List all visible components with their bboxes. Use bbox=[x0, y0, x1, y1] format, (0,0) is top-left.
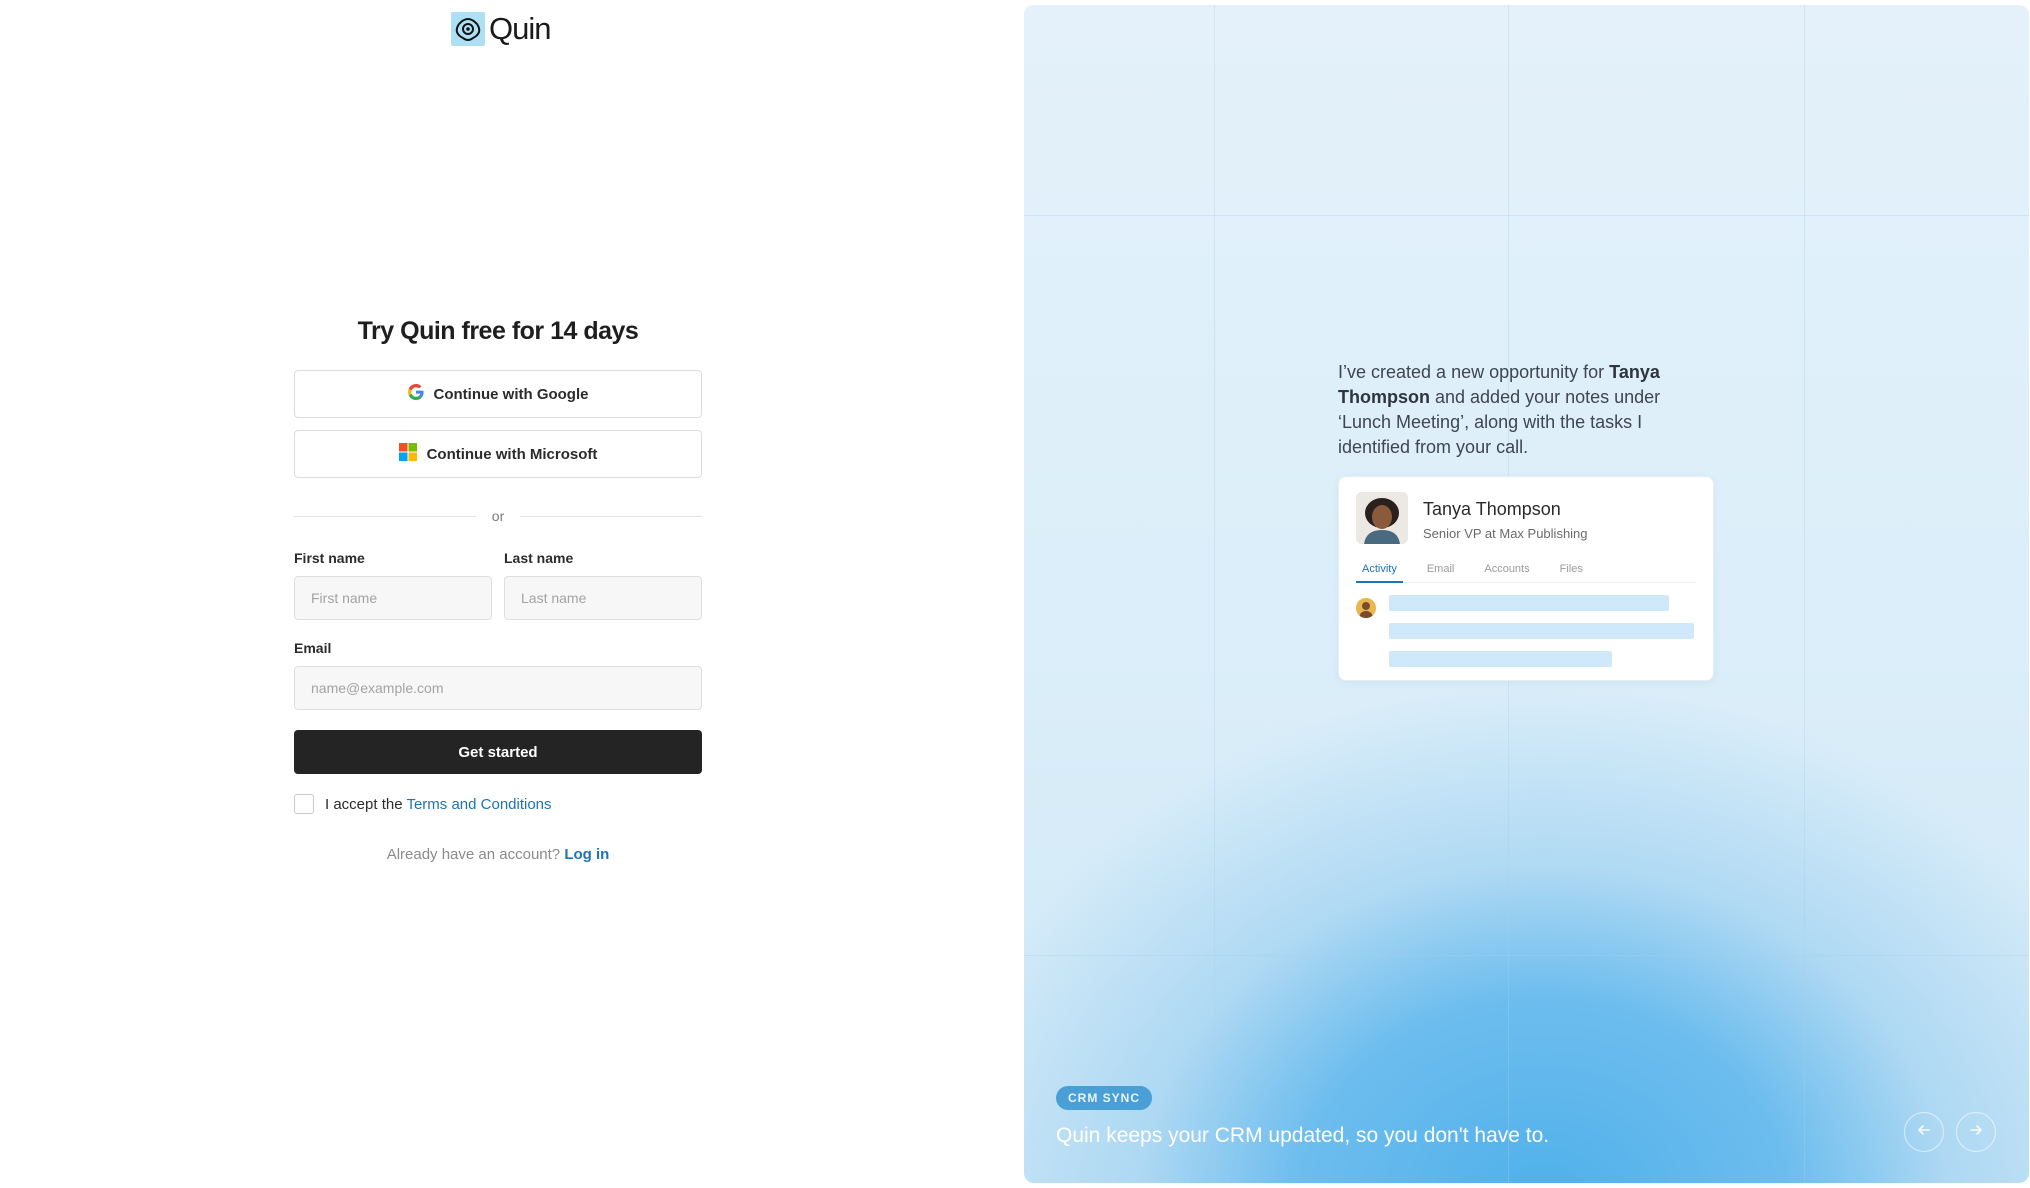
feature-badge: CRM SYNC bbox=[1056, 1086, 1152, 1110]
first-name-label: First name bbox=[294, 550, 365, 566]
tab-accounts[interactable]: Accounts bbox=[1484, 563, 1530, 575]
previous-slide-button[interactable] bbox=[1904, 1112, 1944, 1152]
last-name-label: Last name bbox=[504, 550, 574, 566]
email-group bbox=[294, 640, 702, 710]
activity-avatar bbox=[1356, 598, 1376, 618]
login-link[interactable]: Log in bbox=[564, 846, 610, 863]
tab-email[interactable]: Email bbox=[1426, 563, 1455, 575]
brand-name: Quin bbox=[489, 11, 551, 46]
tab-files[interactable]: Files bbox=[1559, 563, 1583, 575]
message-text-1: I’ve created a new opportunity for bbox=[1338, 362, 1610, 382]
showcase-panel bbox=[1024, 5, 2029, 1183]
google-button-label: Continue with Google bbox=[433, 385, 589, 403]
continue-with-microsoft-button[interactable] bbox=[294, 430, 702, 478]
login-prompt-row bbox=[294, 846, 702, 863]
first-name-input[interactable] bbox=[294, 576, 492, 620]
assistant-message bbox=[1338, 360, 1698, 460]
contact-card bbox=[1338, 476, 1714, 681]
avatar bbox=[1356, 492, 1408, 544]
contact-name: Tanya Thompson bbox=[1423, 499, 1561, 519]
next-slide-button[interactable] bbox=[1956, 1112, 1996, 1152]
google-icon bbox=[408, 384, 424, 404]
arrow-right-icon bbox=[1968, 1122, 1984, 1143]
grid-line bbox=[1024, 215, 2029, 216]
feature-caption: Quin keeps your CRM updated, so you don't have to. bbox=[1056, 1124, 1550, 1147]
terms-row bbox=[294, 794, 702, 814]
brand-logo[interactable] bbox=[451, 12, 550, 46]
continue-with-google-button[interactable] bbox=[294, 370, 702, 418]
message-text-2: and added your notes under ‘Lunch Meeting’, along with the tasks I identified from your call. bbox=[1338, 387, 1661, 457]
login-prompt: Already have an account? bbox=[386, 846, 561, 863]
terms-link[interactable]: Terms and Conditions bbox=[406, 795, 552, 813]
name-row bbox=[294, 550, 702, 620]
contact-role: Senior VP at Max Publishing bbox=[1423, 526, 1588, 541]
grid-line bbox=[1214, 5, 1215, 1183]
divider-text: or bbox=[491, 508, 505, 524]
last-name-input[interactable] bbox=[504, 576, 702, 620]
arrow-left-icon bbox=[1916, 1122, 1932, 1143]
email-input[interactable] bbox=[294, 666, 702, 710]
activity-placeholder-line bbox=[1389, 595, 1669, 611]
divider-line-right bbox=[520, 516, 702, 517]
message-contact-name: Tanya Thompson bbox=[1338, 362, 1660, 407]
terms-checkbox[interactable] bbox=[294, 794, 314, 814]
activity-placeholder-line bbox=[1389, 651, 1612, 667]
grid-line bbox=[1804, 5, 1805, 1183]
signup-panel bbox=[0, 0, 1000, 1188]
activity-placeholder-line bbox=[1389, 623, 1694, 639]
page-title: Try Quin free for 14 days bbox=[357, 317, 639, 345]
get-started-button[interactable]: Get started bbox=[294, 730, 702, 774]
or-divider bbox=[294, 508, 702, 524]
last-name-group bbox=[504, 550, 702, 620]
first-name-group bbox=[294, 550, 492, 620]
grid-line bbox=[1024, 955, 2029, 956]
microsoft-icon bbox=[399, 443, 417, 465]
terms-prefix: I accept the bbox=[325, 795, 407, 813]
contact-tabs bbox=[1356, 563, 1696, 583]
signup-form bbox=[294, 310, 702, 863]
quin-logo-icon bbox=[451, 12, 485, 46]
microsoft-button-label: Continue with Microsoft bbox=[426, 445, 598, 463]
terms-text bbox=[325, 796, 552, 813]
divider-line-left bbox=[294, 516, 476, 517]
tab-activity[interactable]: Activity bbox=[1356, 563, 1403, 583]
email-label: Email bbox=[294, 640, 332, 656]
